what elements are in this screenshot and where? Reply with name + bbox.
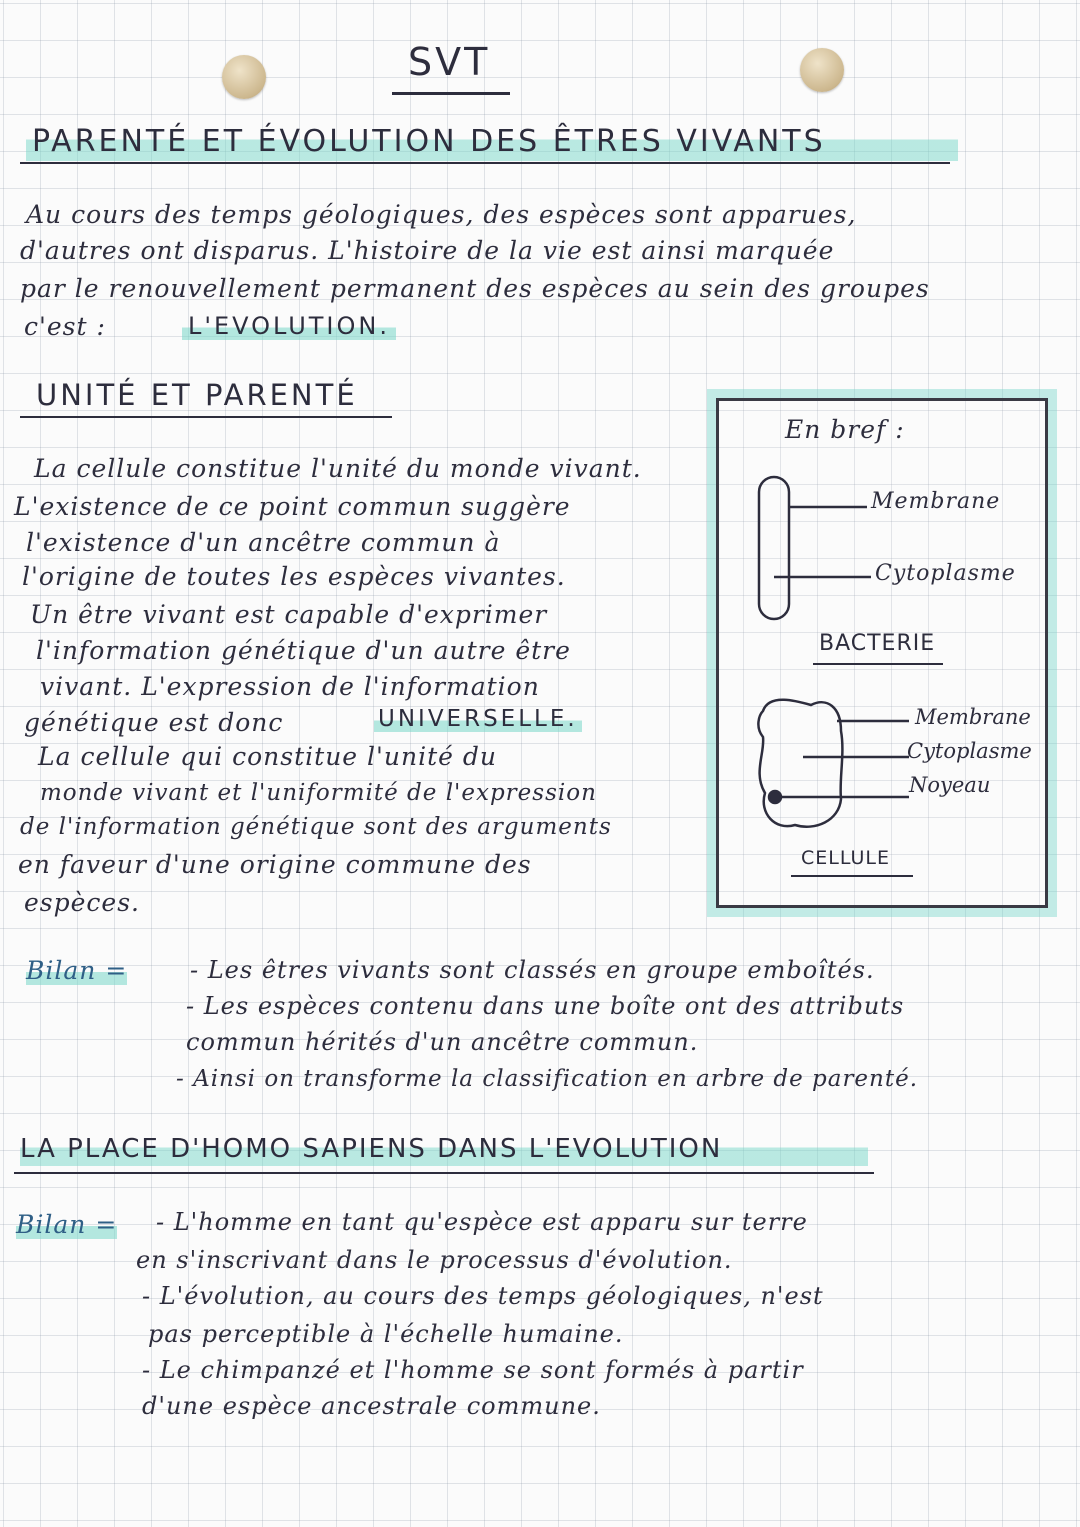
section1-line-13: espèces.: [24, 888, 140, 917]
cell-label: CELLULE: [801, 847, 890, 869]
bacteria-label: BACTERIE: [819, 631, 936, 656]
section1-line-10: monde vivant et l'uniformité de l'expression: [40, 780, 597, 806]
intro-line-4: c'est :: [24, 312, 106, 341]
intro-line-1: Au cours des temps géologiques, des espèces sont apparues,: [26, 200, 857, 229]
section1-line-12: en faveur d'une origine commune des: [18, 850, 532, 879]
cell-label-underline: [791, 875, 913, 877]
intro-keyword: L'EVOLUTION.: [182, 312, 396, 340]
section1-line-1: La cellule constitue l'unité du monde vivant.: [34, 454, 642, 483]
bacteria-label-cytoplasm: Cytoplasme: [875, 561, 1016, 586]
section1-line-2: L'existence de ce point commun suggère: [14, 492, 571, 521]
bilan2-line-6: d'une espèce ancestrale commune.: [142, 1392, 601, 1420]
section1-line-7: vivant. L'expression de l'information: [40, 672, 540, 701]
section1-underline: [20, 416, 392, 418]
subject-underline: [392, 92, 510, 95]
section1-line-11: de l'information génétique sont des arguments: [20, 814, 612, 840]
bilan1-label: Bilan =: [26, 956, 128, 985]
eukaryote-diagram: [758, 700, 909, 827]
cell-label-cytoplasm: Cytoplasme: [907, 739, 1032, 763]
main-title: PARENTÉ ET ÉVOLUTION DES ÊTRES VIVANTS: [26, 122, 958, 161]
bacteria-label-membrane: Membrane: [871, 489, 1001, 514]
bilan2-label: Bilan =: [16, 1210, 118, 1239]
bilan2-line-4: pas perceptible à l'échelle humaine.: [148, 1320, 624, 1348]
bilan2-line-2: en s'inscrivant dans le processus d'évolution.: [136, 1246, 733, 1274]
bacteria-label-underline: [813, 663, 943, 665]
bilan1-line-1: - Les êtres vivants sont classés en groupe emboîtés.: [190, 956, 875, 984]
en-bref-title: En bref :: [785, 415, 905, 444]
bilan2-line-3: - L'évolution, au cours des temps géologiques, n'est: [142, 1282, 824, 1310]
cell-label-nucleus: Noyeau: [909, 773, 991, 797]
intro-line-3: par le renouvellement permanent des espèces au sein des groupes: [20, 274, 930, 303]
section1-line-4: l'origine de toutes les espèces vivantes.: [22, 562, 566, 591]
cell-label-membrane: Membrane: [915, 705, 1031, 729]
bilan1-line-2: - Les espèces contenu dans une boîte ont des attributs: [186, 992, 905, 1020]
section1-line-3: l'existence d'un ancêtre commun à: [26, 528, 501, 557]
binder-hole-right: [800, 48, 844, 92]
subject-header: SVT: [408, 40, 491, 84]
section1-line-5: Un être vivant est capable d'exprimer: [30, 600, 548, 629]
section2-underline: [14, 1172, 874, 1174]
section1-keyword: UNIVERSELLE.: [374, 706, 582, 732]
intro-line-2: d'autres ont disparus. L'histoire de la vie est ainsi marquée: [20, 236, 835, 265]
section1-line-9: La cellule qui constitue l'unité du: [38, 742, 497, 771]
nucleus-dot: [769, 791, 781, 803]
bacteria-shape: [759, 477, 789, 619]
section2-title: LA PLACE D'HOMO SAPIENS DANS L'EVOLUTION: [20, 1132, 868, 1166]
bilan2-line-1: - L'homme en tant qu'espèce est apparu sur terre: [156, 1208, 808, 1236]
bilan1-line-4: - Ainsi on transforme la classification en arbre de parenté.: [176, 1066, 919, 1092]
bilan2-line-5: - Le chimpanzé et l'homme se sont formés à partir: [142, 1356, 804, 1384]
en-bref-box: [716, 398, 1048, 908]
main-title-underline: [20, 162, 950, 164]
section1-line-6: l'information génétique d'un autre être: [36, 636, 571, 665]
binder-hole-left: [222, 55, 266, 99]
section1-title: UNITÉ ET PARENTÉ: [36, 378, 358, 412]
bilan1-line-3: commun hérités d'un ancêtre commun.: [186, 1028, 699, 1056]
cell-shape: [758, 700, 842, 827]
bacteria-diagram: [759, 477, 871, 619]
section1-line-8: génétique est donc: [24, 708, 284, 737]
